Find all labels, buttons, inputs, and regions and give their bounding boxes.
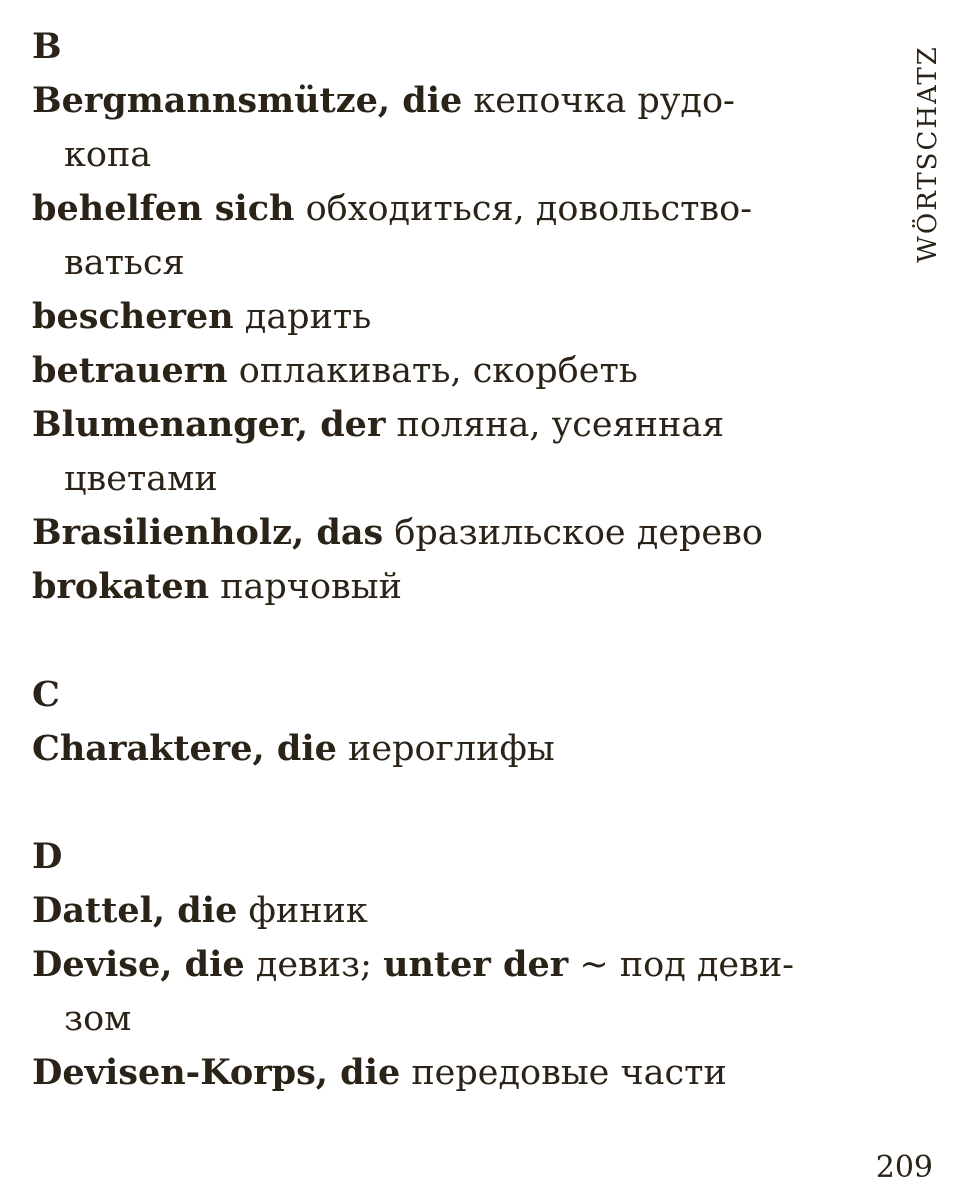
headword: betrauern [32, 350, 228, 391]
headword: Devise, die [32, 944, 245, 985]
translation: поляна, усеянная [385, 405, 725, 445]
entry-continuation: ваться [64, 243, 185, 283]
translation: оплакивать, скорбеть [227, 351, 638, 391]
entry-behelfen-sich [32, 182, 832, 236]
side-label-text: WÖRTSCHATZ [913, 45, 943, 263]
headword: bescheren [32, 296, 234, 337]
entry-brokaten [32, 560, 832, 614]
entry-continuation: зом [64, 999, 132, 1039]
entry-betrauern [32, 344, 832, 398]
page-number: 209 [875, 1150, 933, 1185]
entry-blumenanger [32, 398, 832, 452]
entry-dattel [32, 884, 832, 938]
headword: Blumenanger, der [32, 404, 386, 445]
phrase-headword: unter der [383, 944, 569, 985]
headword: Bergmannsmütze, die [32, 80, 463, 121]
entry-devise [32, 938, 832, 992]
translation: финик [237, 891, 368, 931]
translation: дарить [233, 297, 372, 337]
entry-devisen-korps [32, 1046, 832, 1100]
headword: brokaten [32, 566, 210, 607]
headword: behelfen sich [32, 188, 295, 229]
headword: Dattel, die [32, 890, 238, 931]
phrase-translation: ~ под деви- [568, 945, 794, 985]
section-letter-b: B [32, 26, 62, 67]
entry-brasilienholz [32, 506, 832, 560]
entry-bescheren [32, 290, 832, 344]
translation: бразильское дерево [383, 513, 763, 553]
entry-continuation: копа [64, 135, 152, 175]
translation: иероглифы [336, 729, 555, 769]
entry-charaktere [32, 722, 832, 776]
section-gap [32, 776, 832, 830]
section-gap [32, 614, 832, 668]
translation: передовые части [400, 1053, 727, 1093]
entry-bergmannsmuetze [32, 74, 832, 128]
headword: Charaktere, die [32, 728, 337, 769]
section-letter-d: D [32, 836, 63, 877]
vocabulary-page [32, 20, 832, 1100]
translation: кепочка рудо- [462, 81, 735, 121]
side-section-label [905, 24, 951, 284]
translation: девиз; [244, 945, 384, 985]
headword: Devisen-Korps, die [32, 1052, 401, 1093]
translation: обходиться, довольство- [294, 189, 753, 229]
translation: парчовый [209, 567, 402, 607]
entry-continuation: цветами [64, 459, 218, 499]
section-letter-c: C [32, 674, 60, 715]
headword: Brasilienholz, das [32, 512, 384, 553]
